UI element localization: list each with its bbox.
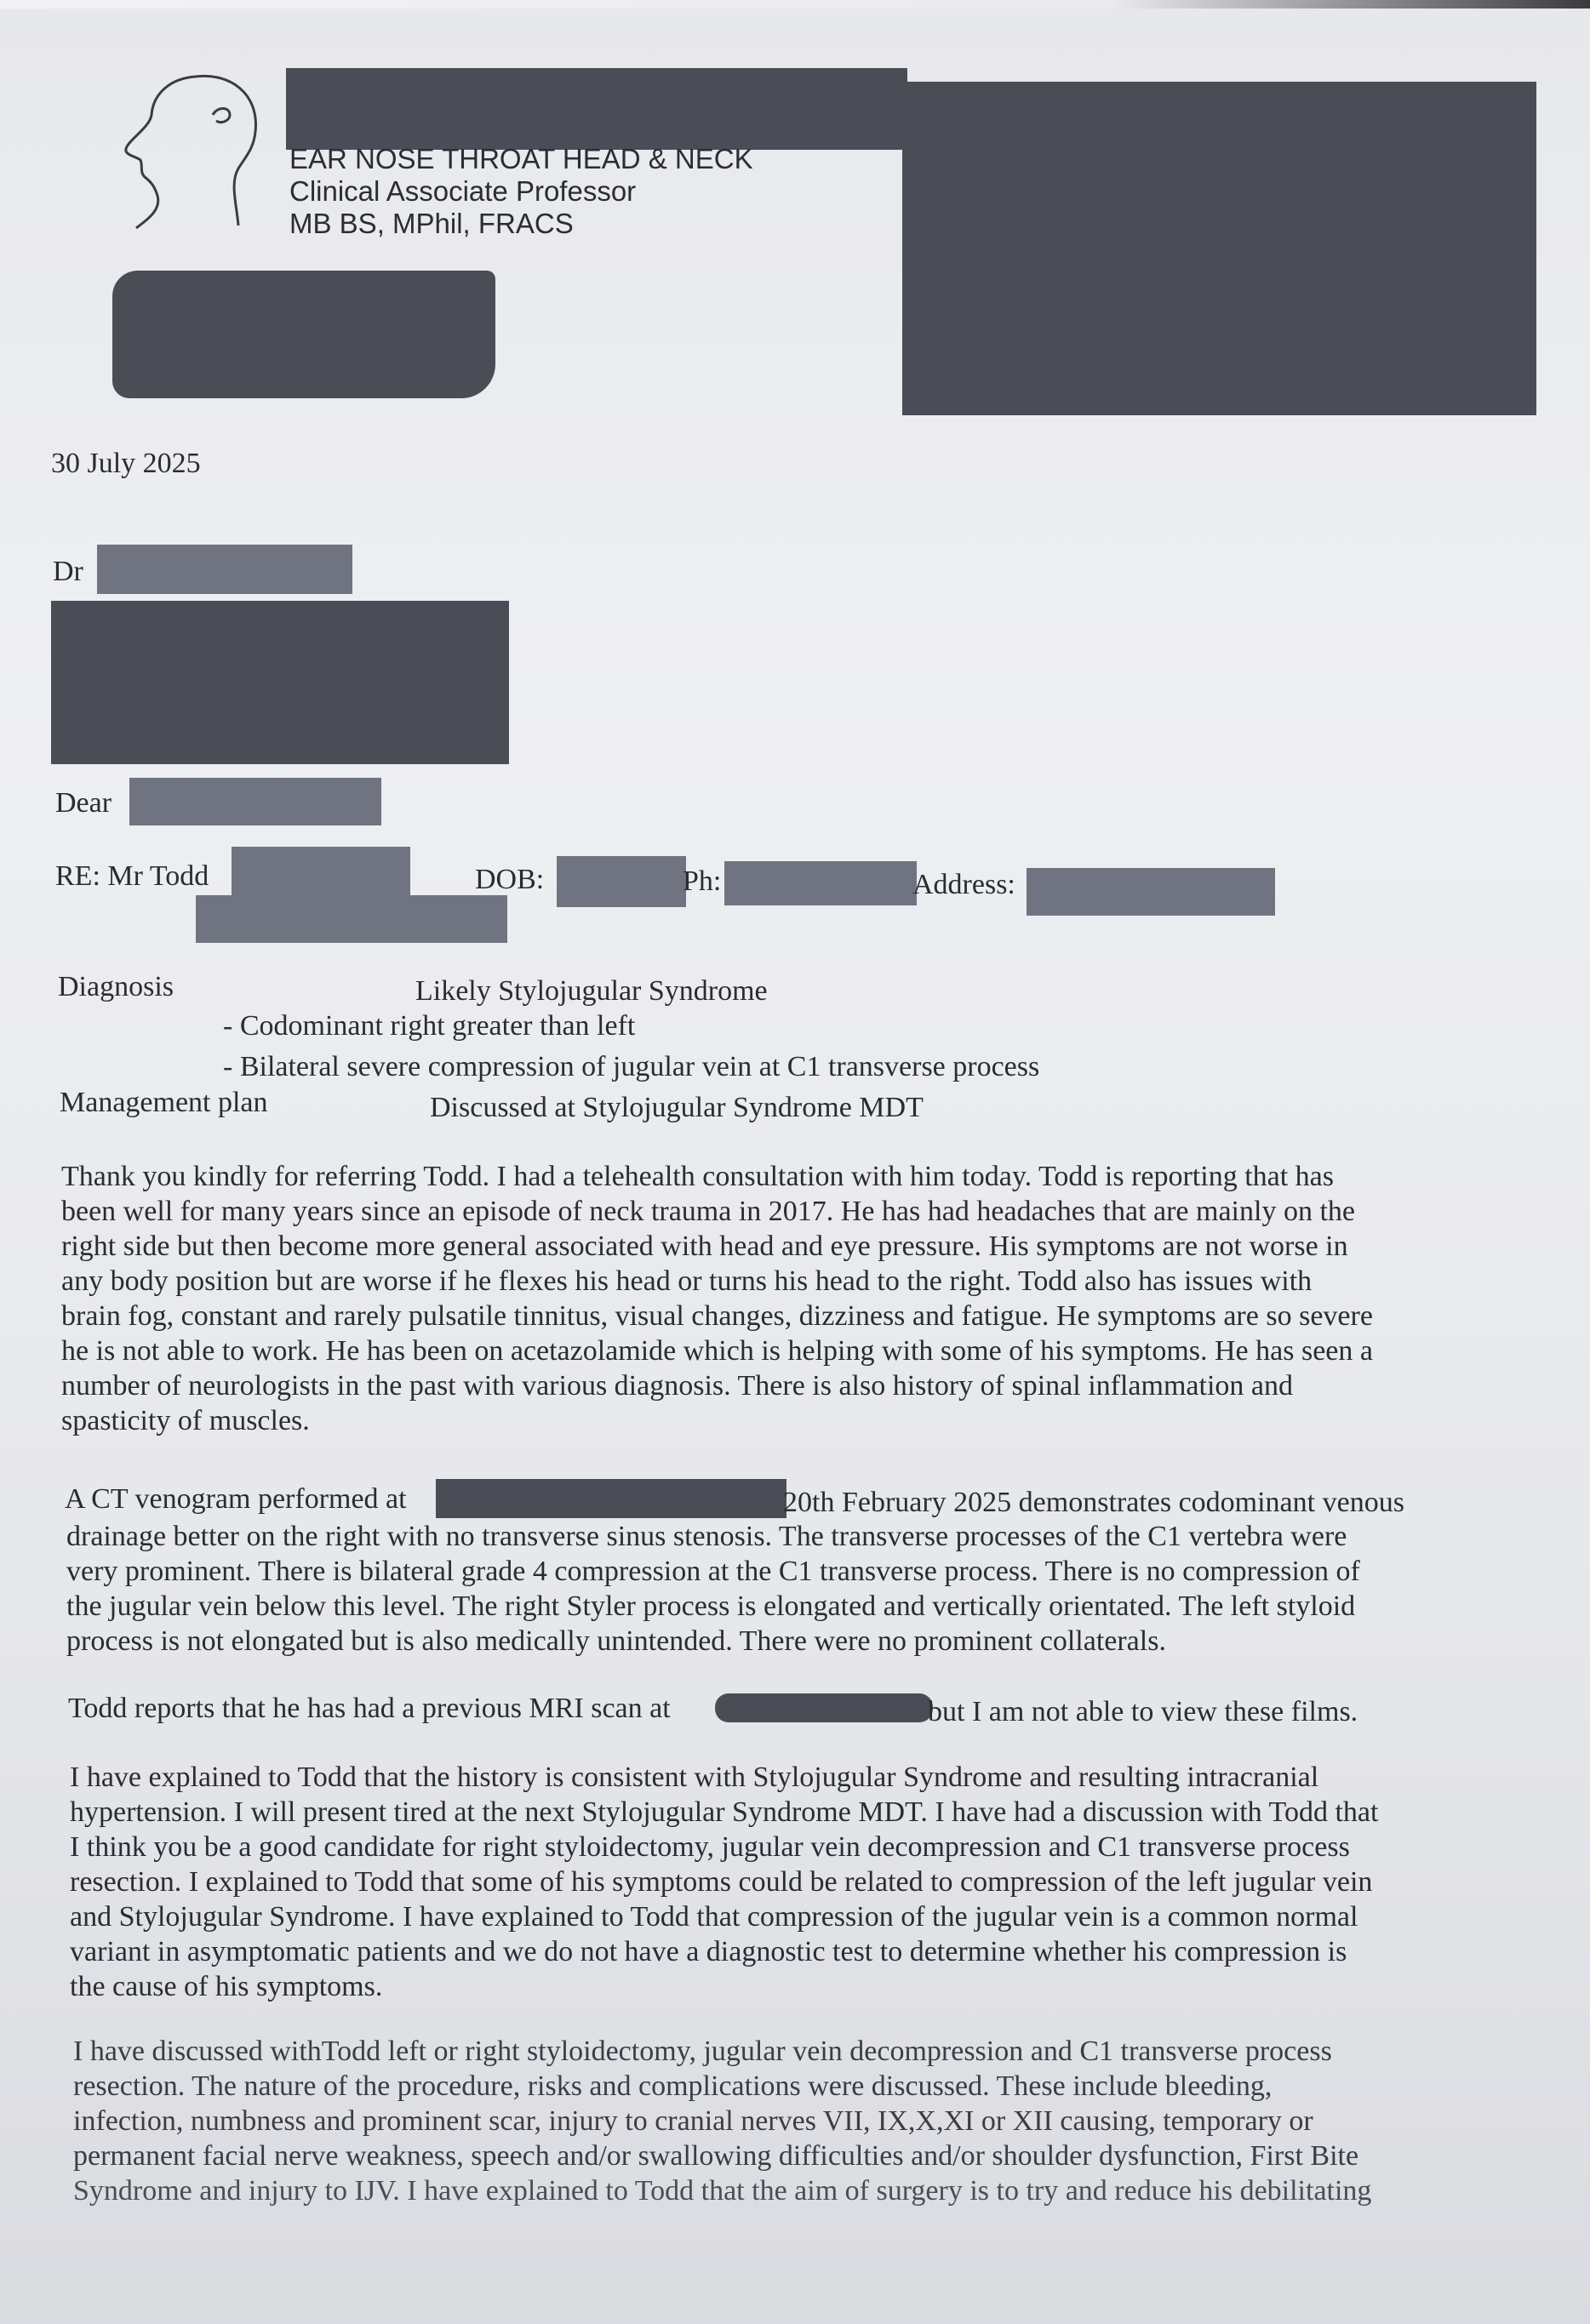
phone-label: Ph: — [683, 865, 722, 897]
paragraph-line: number of neurologists in the past with various diagnosis. There is also history of spinal inflammation and — [61, 1370, 1293, 1402]
redacted-phone — [724, 861, 917, 905]
paragraph-ct-date: 20th February 2025 demonstrates codominant venous — [783, 1487, 1404, 1518]
paragraph-line: right side but then become more general associated with head and eye pressure. His symptoms are not worse in — [61, 1231, 1348, 1262]
redacted-patient-address — [1027, 868, 1275, 916]
paragraph-line: any body position but are worse if he flexes his head or turns his head to the right. Todd also has issues with — [61, 1265, 1313, 1297]
paragraph-line: Thank you kindly for referring Todd. I had a telehealth consultation with him today. Todd is reporting that has — [61, 1161, 1335, 1192]
redacted-recipient-name — [97, 545, 352, 594]
paragraph-history — [61, 1159, 1373, 1438]
paragraph-line: he is not able to work. He has been on acetazolamide which is helping with some of his symptoms. He has seen a — [61, 1335, 1373, 1367]
salutation: Dear — [55, 787, 112, 819]
letterhead-text — [289, 143, 753, 240]
redacted-dob — [557, 856, 686, 907]
paragraph-line: and Stylojugular Syndrome. I have explained to Todd that compression of the jugular vein is a common normal — [70, 1901, 1358, 1933]
management-value: Discussed at Stylojugular Syndrome MDT — [430, 1092, 924, 1123]
redacted-clinic-address — [902, 82, 1536, 415]
diagnosis-value: Likely Stylojugular Syndrome — [415, 975, 768, 1007]
paragraph-line: process is not elongated but is also medically unintended. There were no prominent collaterals. — [66, 1625, 1166, 1657]
paragraph-line: the jugular vein below this level. The right Styler process is elongated and vertically orientated. The left styloid — [66, 1590, 1356, 1622]
address-label: Address: — [912, 869, 1015, 900]
paragraph-mri-start: Todd reports that he has had a previous MRI scan at — [68, 1693, 671, 1724]
letterhead-specialty: EAR NOSE THROAT HEAD & NECK — [289, 143, 753, 174]
redacted-imaging-provider — [436, 1479, 786, 1518]
redacted-patient-surname-2 — [196, 895, 507, 943]
paragraph-line: Syndrome and injury to IJV. I have explained to Todd that the aim of surgery is to try and reduce his debilitating — [73, 2175, 1372, 2207]
paragraph-line: drainage better on the right with no transverse sinus stenosis. The transverse processes of the C1 vertebra were — [66, 1521, 1347, 1552]
paragraph-line: I have explained to Todd that the history is consistent with Stylojugular Syndrome and resulting intracranial — [70, 1762, 1319, 1793]
paragraph-line: resection. The nature of the procedure, risks and complications were discussed. These include bleeding, — [73, 2070, 1273, 2102]
recipient-prefix: Dr — [53, 556, 83, 587]
diagnosis-label: Diagnosis — [58, 971, 174, 1002]
head-profile-logo-icon — [111, 68, 281, 230]
redacted-salutation-name — [129, 778, 381, 825]
paragraph-line: brain fog, constant and rarely pulsatile tinnitus, visual changes, dizziness and fatigue. He symptoms are so severe — [61, 1300, 1373, 1332]
paragraph-ct-start: A CT venogram performed at — [65, 1483, 407, 1515]
paragraph-line: resection. I explained to Todd that some of his symptoms could be related to compression of the left jugular vein — [70, 1866, 1373, 1898]
redacted-recipient-address — [51, 601, 509, 764]
paragraph-line: been well for many years since an episode of neck trauma in 2017. He has had headaches that are mainly on the — [61, 1196, 1355, 1227]
paragraph-line: spasticity of muscles. — [61, 1405, 310, 1436]
paragraph-line: I think you be a good candidate for right styloidectomy, jugular vein decompression and C1 transverse process — [70, 1831, 1350, 1863]
paragraph-line: variant in asymptomatic patients and we do not have a diagnostic test to determine whether his compression is — [70, 1936, 1347, 1967]
screen-top-edge — [0, 0, 1590, 9]
redacted-mri-provider — [715, 1693, 933, 1722]
paragraph-mri-end: but I am not able to view these films. — [928, 1696, 1358, 1727]
paragraph-risks — [73, 2034, 1371, 2208]
management-label: Management plan — [60, 1087, 268, 1118]
paragraph-line: infection, numbness and prominent scar, injury to cranial nerves VII, IX,X,XI or XII causing, temporary or — [73, 2105, 1313, 2137]
paragraph-ct-findings — [66, 1519, 1360, 1659]
letterhead-title: Clinical Associate Professor — [289, 175, 637, 207]
redacted-practitioner-name — [286, 68, 907, 150]
re-patient-label: RE: Mr Todd — [55, 860, 209, 892]
paragraph-line: very prominent. There is bilateral grade 4 compression at the C1 transverse process. There is no compression of — [66, 1556, 1360, 1587]
paragraph-line: I have discussed withTodd left or right styloidectomy, jugular vein decompression and C1 transverse process — [73, 2036, 1332, 2067]
diagnosis-bullet: - Bilateral severe compression of jugular vein at C1 transverse process — [223, 1051, 1040, 1082]
paragraph-assessment — [70, 1760, 1378, 2004]
diagnosis-bullet: - Codominant right greater than left — [223, 1010, 636, 1042]
dob-label: DOB: — [475, 864, 545, 895]
letter-date: 30 July 2025 — [51, 448, 201, 479]
paragraph-line: the cause of his symptoms. — [70, 1971, 383, 2002]
redacted-logo-block — [112, 271, 495, 398]
paragraph-line: hypertension. I will present tired at the next Stylojugular Syndrome MDT. I have had a discussion with Todd that — [70, 1796, 1379, 1828]
paragraph-line: permanent facial nerve weakness, speech and/or swallowing difficulties and/or shoulder dysfunction, First Bite — [73, 2140, 1359, 2172]
letterhead-qualifications: MB BS, MPhil, FRACS — [289, 208, 574, 239]
